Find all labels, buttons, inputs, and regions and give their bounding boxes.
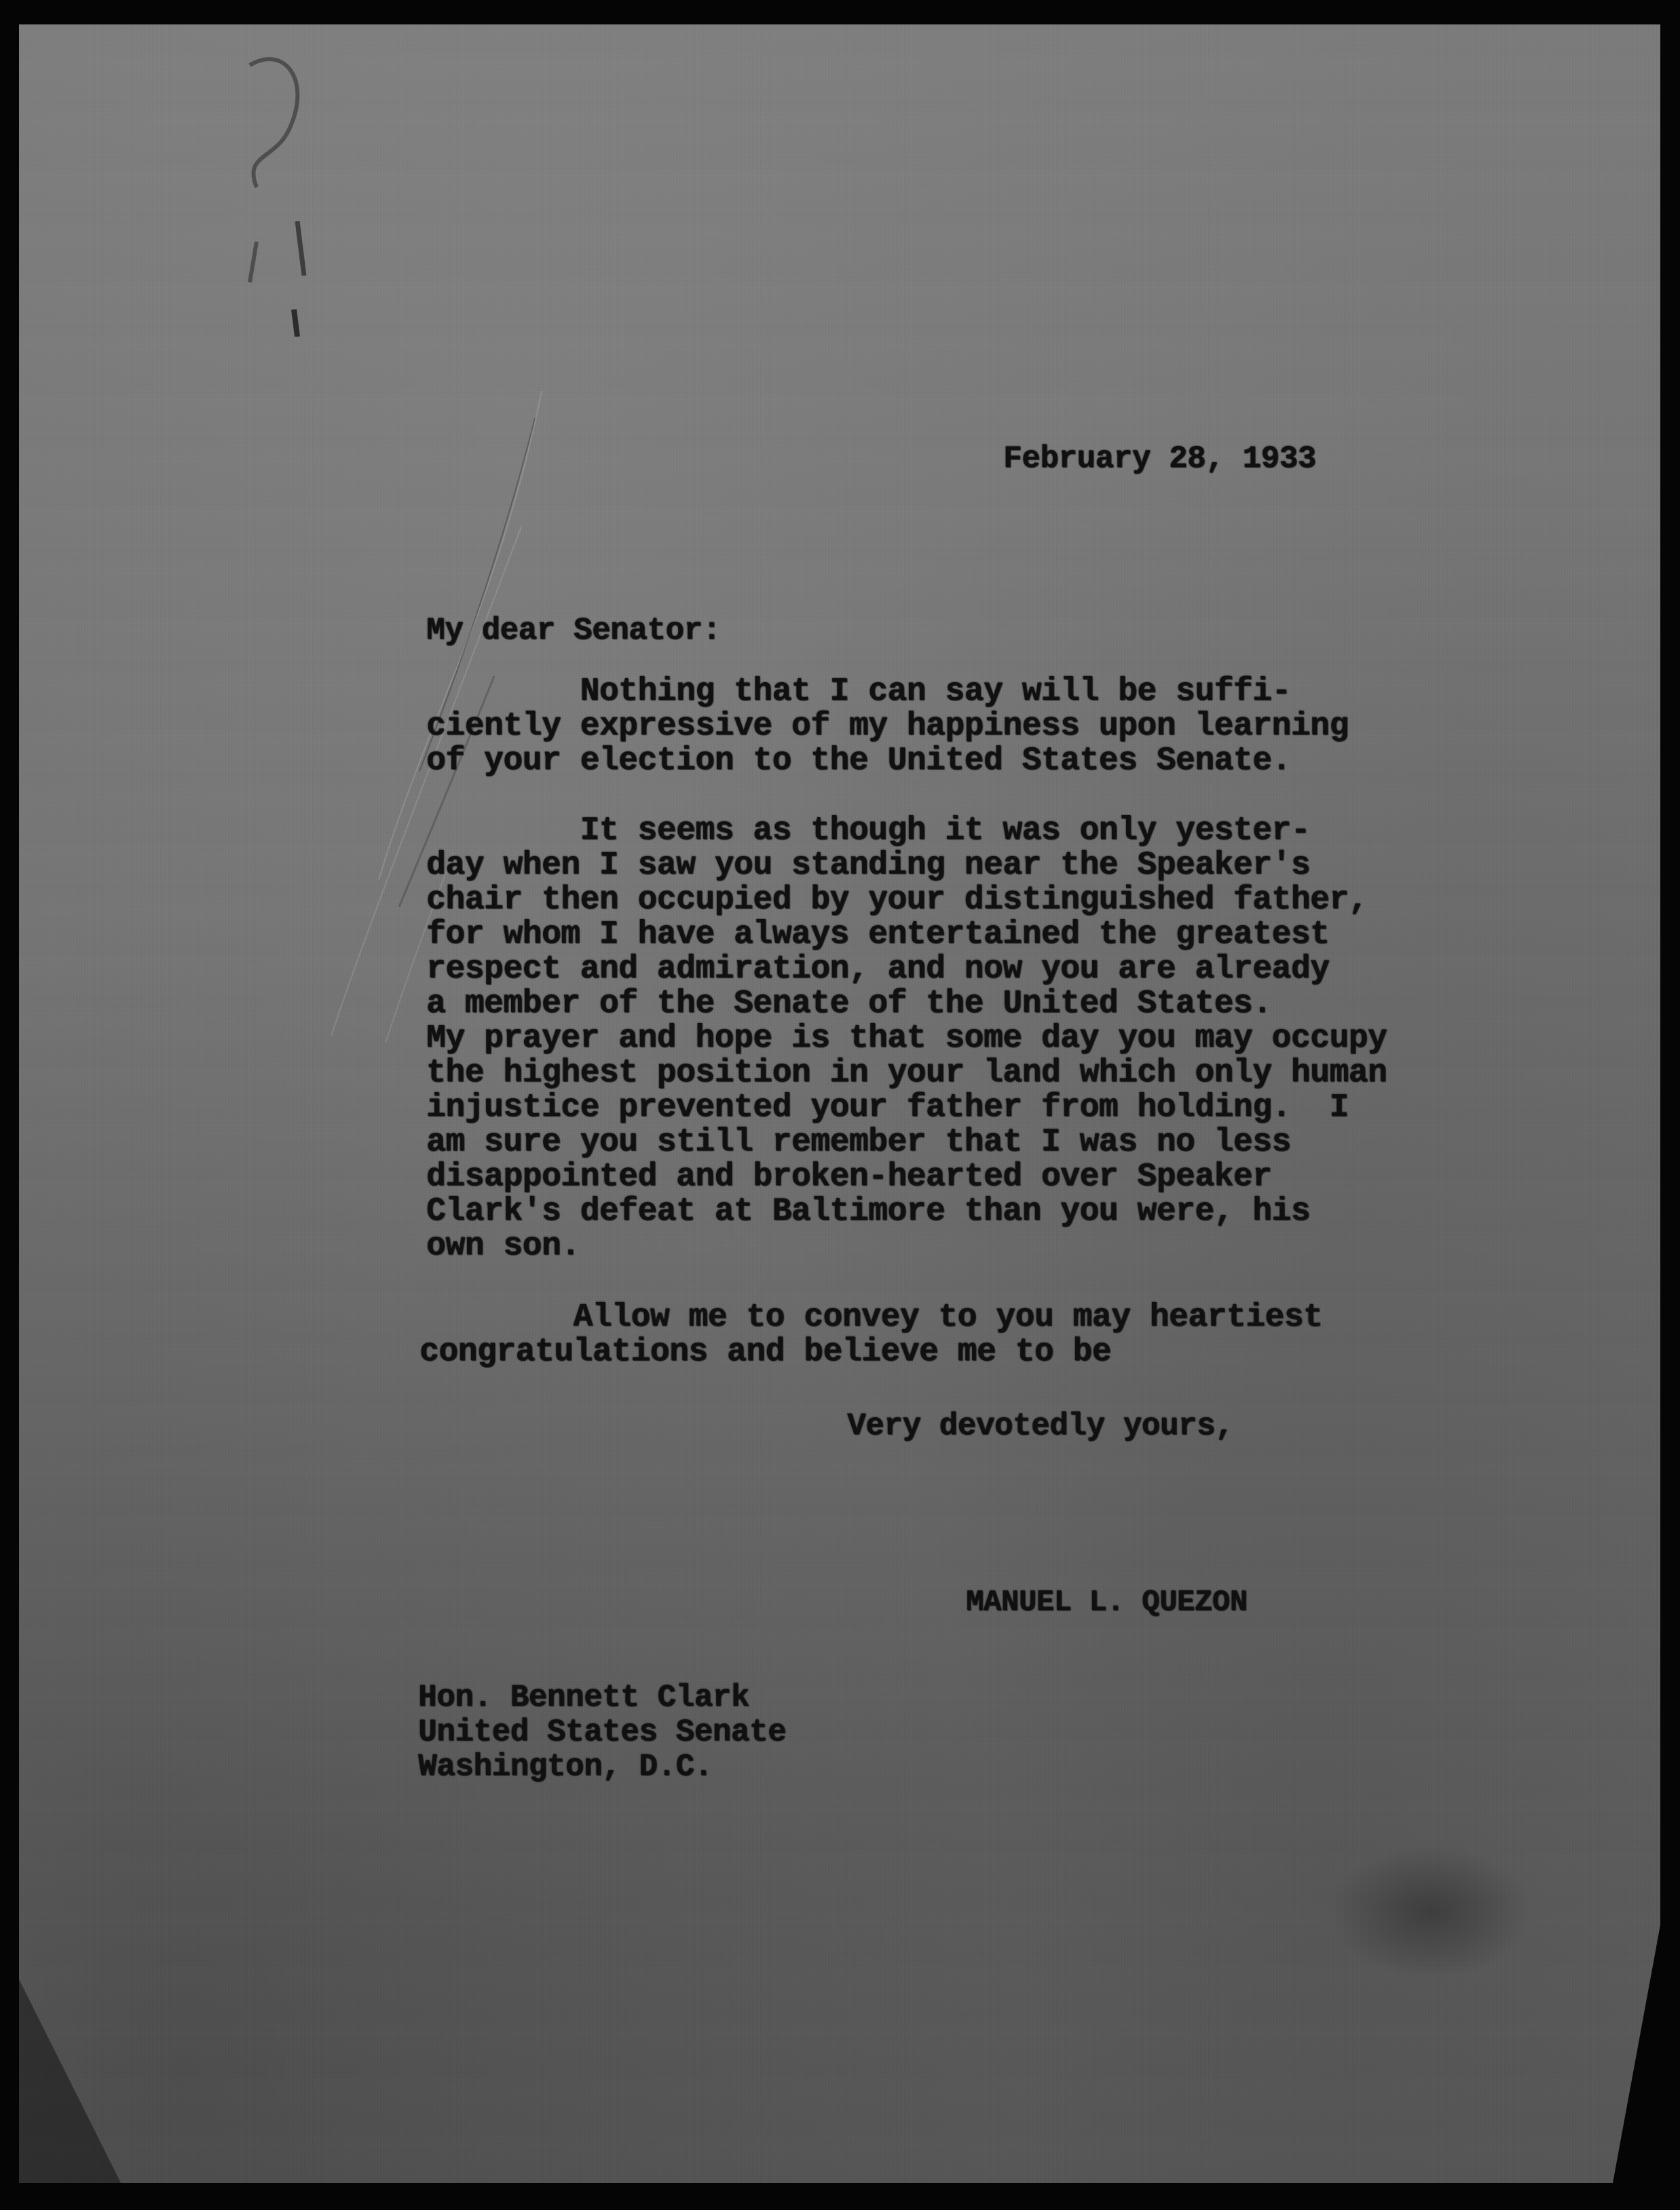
- paragraph-2: It seems as though it was only yester- day when I saw you standing near the Speaker's chair then occupied by your distinguished father, for whom I have always entertained the greatest respect and admiration, and now you are already a member of the Senate of the United States. My prayer and hope is that some day you may occupy the highest position in your land which only human injustice prevented your father from holding. I am sure you still remember that I was no less disappointed and broken-hearted over Speaker Clark's defeat at Baltimore than you were, his own son.: [426, 812, 1387, 1265]
- letter-page: [19, 24, 1660, 2183]
- letter-date: February 28, 1933: [1003, 441, 1316, 476]
- recipient-address: Hon. Bennett Clark United States Senate Washington, D.C.: [418, 1680, 787, 1784]
- page-corner-shadow: [19, 1979, 121, 2183]
- complimentary-close: Very devotedly yours,: [847, 1408, 1234, 1444]
- paragraph-1: Nothing that I can say will be suffi- ciently expressive of my happiness upon learning of your election to the United States Senate.: [426, 673, 1349, 779]
- torn-corner: [1613, 1925, 1660, 2183]
- water-stain: [1329, 1843, 1533, 1979]
- salutation: My dear Senator:: [426, 613, 721, 648]
- paragraph-3: Allow me to convey to you may heartiest congratulations and believe me to be: [419, 1299, 1323, 1370]
- pencil-mark: [229, 52, 324, 337]
- signature-name: MANUEL L. QUEZON: [966, 1586, 1248, 1619]
